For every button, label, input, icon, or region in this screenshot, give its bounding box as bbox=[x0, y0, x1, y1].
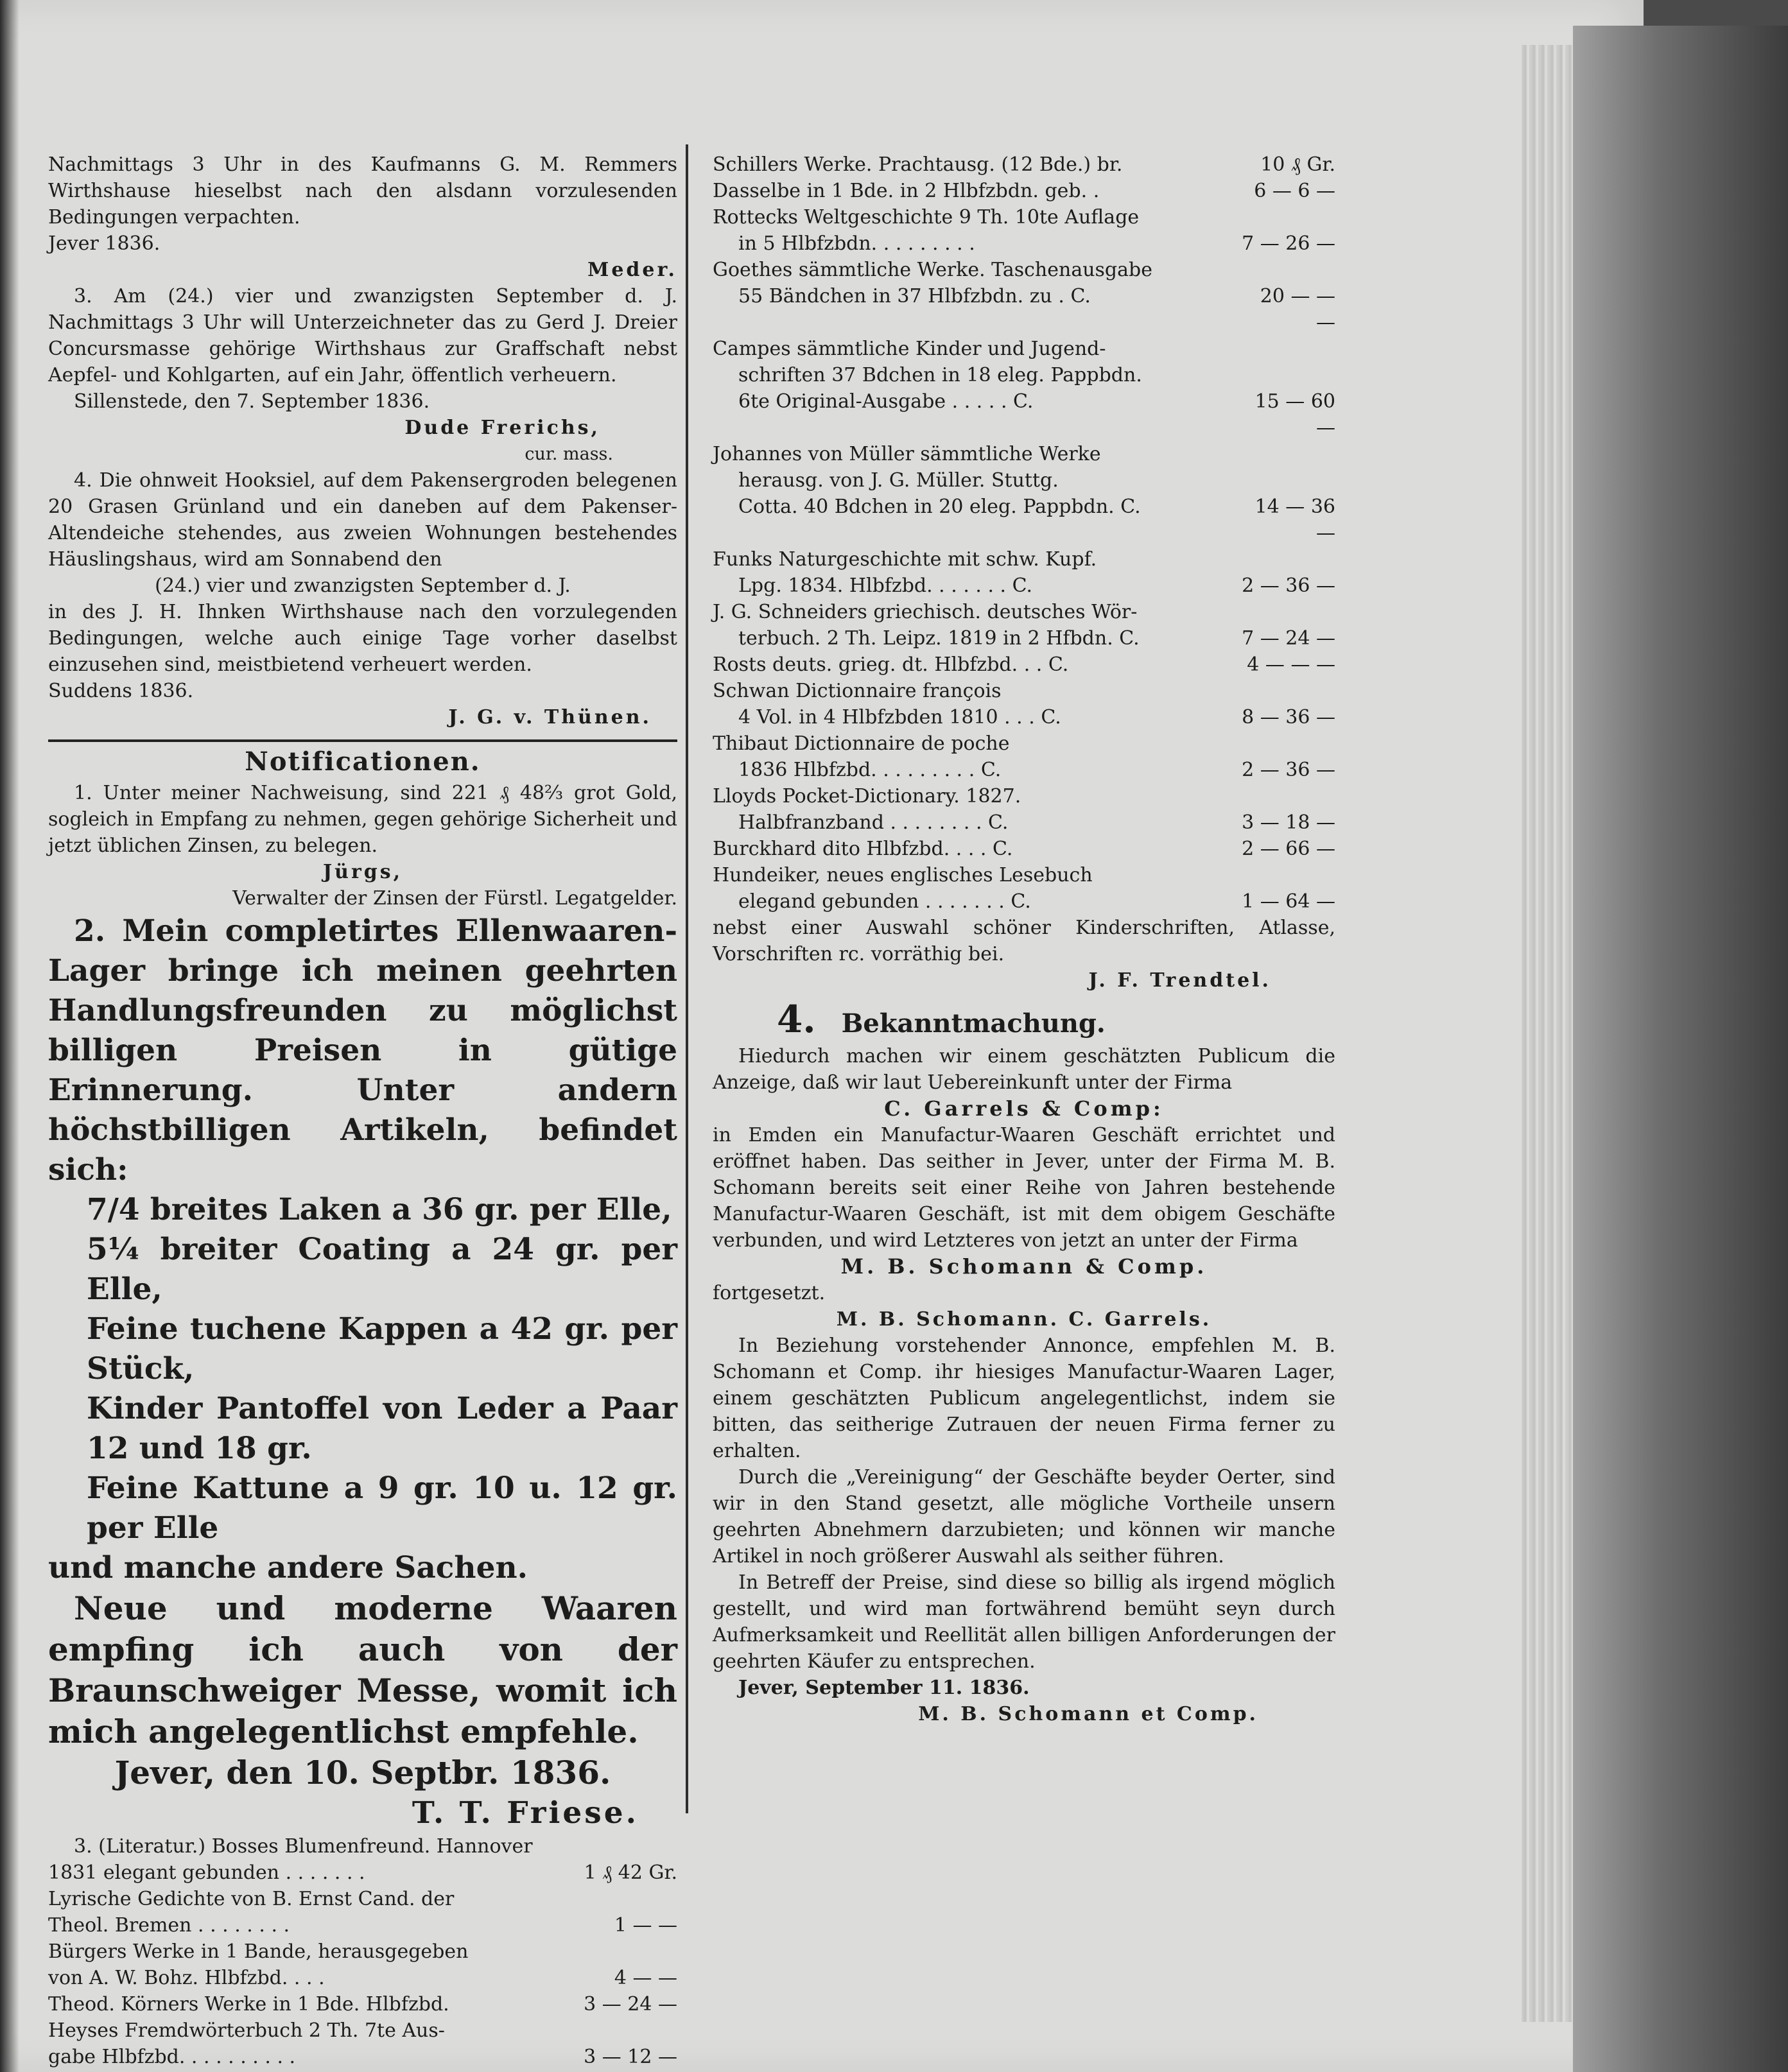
book-price: 1 — — bbox=[614, 1914, 677, 1937]
book-title: Funks Naturgeschichte mit schw. Kupf. bbox=[713, 548, 1097, 571]
notification-2-more: Neue und moderne Waaren empfing ich auch von der Braunschweiger Messe, womit ich mich angelegentlichst empfehle. bbox=[48, 1589, 677, 1750]
notice-place: Jever 1836. bbox=[48, 232, 161, 255]
notice-3: 3. Am (24.) vier und zwanzigsten September d. J. Nachmittags 3 Uhr will Unterzeichneter das zu Gerd J. Dreier Concursmasse gehörige Wirthshaus zur Graffschaft nebst Aepfel- und Kohlgarten, auf ein Jahr, öffentlich verheuern. bbox=[48, 285, 677, 386]
book-row bbox=[713, 625, 1335, 652]
book-title: Schwan Dictionnaire françois bbox=[713, 680, 1002, 702]
book-row bbox=[713, 178, 1335, 204]
book-title: Campes sämmtliche Kinder und Jugend- bbox=[713, 338, 1106, 360]
book-title: 1831 elegant gebunden . . . . . . . bbox=[48, 1861, 365, 1884]
book-list-right bbox=[713, 151, 1335, 915]
notification-2-signature: T. T. Friese. bbox=[412, 1795, 639, 1831]
book-title: J. G. Schneiders griechisch. deutsches Wör- bbox=[713, 601, 1138, 623]
book-price: 3 — 18 — bbox=[1242, 811, 1335, 834]
book-title: Theol. Bremen . . . . . . . . bbox=[48, 1914, 290, 1937]
column-divider bbox=[686, 144, 688, 1813]
book-row bbox=[48, 2044, 677, 2070]
book-row bbox=[713, 862, 1335, 888]
book-row bbox=[713, 599, 1335, 625]
notification-2-place: Jever, den 10. Septbr. 1836. bbox=[114, 1754, 611, 1791]
book-row bbox=[713, 388, 1335, 441]
notice-4-body: in des J. H. Ihnken Wirthshause nach den vorzulegenden Bedingungen, welche auch einige Tage vorher daselbst einzusehen sind, meistbietend verheuert werden. bbox=[48, 601, 677, 676]
book-price: 4 — — — bbox=[1247, 653, 1335, 676]
book-row bbox=[48, 1886, 677, 1912]
book-row bbox=[48, 1938, 677, 1965]
book-title: Lyrische Gedichte von B. Ernst Cand. der bbox=[48, 1888, 455, 1910]
item-pantoffel: Kinder Pantoffel von Leder a Paar 12 und 18 gr. bbox=[87, 1391, 677, 1466]
item-kattune: Feine Kattune a 9 gr. 10 u. 12 gr. per Elle bbox=[87, 1471, 677, 1546]
book-title: Heyses Fremdwörterbuch 2 Th. 7te Aus- bbox=[48, 2019, 445, 2042]
book-row bbox=[713, 283, 1335, 336]
book-row bbox=[48, 1965, 677, 1991]
notification-2-items bbox=[48, 1190, 677, 1588]
book-title: Thibaut Dictionnaire de poche bbox=[713, 732, 1010, 755]
book-row bbox=[713, 783, 1335, 809]
book-title: Bürgers Werke in 1 Bande, herausgegeben bbox=[48, 1940, 469, 1963]
notification-1: 1. Unter meiner Nachweisung, sind 221 ₰ 48⅔ grot Gold, sogleich in Empfang zu nehmen, gegen gehörige Sicherheit und jetzt üblichen Zinsen, zu belegen. bbox=[48, 782, 677, 857]
book-price: 2 — 36 — bbox=[1242, 574, 1335, 597]
book-price: 6 — 6 — bbox=[1254, 180, 1335, 202]
book-cover bbox=[1573, 26, 1788, 2072]
book-title: 55 Bändchen in 37 Hlbfzbdn. zu . C. bbox=[738, 285, 1091, 307]
book-price: 20 — — — bbox=[1260, 285, 1335, 334]
notification-1-title: Verwalter der Zinsen der Fürstl. Legatgelder. bbox=[232, 887, 677, 910]
book-title: Lpg. 1834. Hlbfzbd. . . . . . . C. bbox=[738, 574, 1033, 597]
book-price: 8 — 36 — bbox=[1242, 706, 1335, 729]
book-price: 14 — 36 — bbox=[1254, 496, 1335, 544]
book-row bbox=[713, 704, 1335, 730]
books-signature: J. F. Trendtel. bbox=[1088, 969, 1271, 992]
item-sachen: und manche andere Sachen. bbox=[48, 1550, 528, 1585]
left-column bbox=[48, 151, 677, 2070]
book-price: 7 — 26 — bbox=[1242, 232, 1335, 255]
announcement-recommendation: In Beziehung vorstehender Annonce, empfehlen M. B. Schomann et Comp. ihr hiesiges Manufactur-Waaren Lager, einem geschätzten Publicum angelegentlichst, indem sie bitten, das seitherige Zutrauen der neuen Firma ferner zu erhalten. bbox=[713, 1334, 1335, 1462]
announcement-union: Durch die „Vereinigung“ der Geschäfte beyder Oerter, sind wir in den Stand gesetzt, alle mögliche Vortheile unsern geehrten Abnehmern darzubieten; und können wir manche Artikel in noch größerer Auswahl als seither führen. bbox=[713, 1466, 1335, 1567]
notification-2: 2. Mein completirtes Ellenwaaren-Lager bringe ich meinen geehrten Handlungsfreunden zu möglichst billigen Preisen in gütige Erinnerung. Unter andern höchstbilligen Artikeln, befindet sich: bbox=[48, 913, 677, 1187]
book-price: 10 ₰ Gr. bbox=[1260, 153, 1335, 176]
book-row bbox=[713, 362, 1335, 388]
book-row bbox=[48, 1912, 677, 1938]
book-row bbox=[713, 836, 1335, 862]
book-title: gabe Hlbfzbd. . . . . . . . . . bbox=[48, 2046, 296, 2068]
notice-4-date: (24.) vier und zwanzigsten September d. J. bbox=[155, 574, 571, 597]
notice-3-signature-title: cur. mass. bbox=[525, 444, 613, 464]
book-row bbox=[48, 2017, 677, 2044]
book-price: 2 — 36 — bbox=[1242, 759, 1335, 781]
book-title: Goethes sämmtliche Werke. Taschenausgabe bbox=[713, 259, 1152, 281]
book-row bbox=[713, 441, 1335, 467]
book-row bbox=[713, 467, 1335, 494]
book-row bbox=[713, 151, 1335, 178]
book-title: 6te Original-Ausgabe . . . . . C. bbox=[738, 390, 1034, 413]
book-title: Hundeiker, neues englisches Lesebuch bbox=[713, 864, 1093, 886]
announcement-final-signature: M. B. Schomann et Comp. bbox=[918, 1703, 1258, 1725]
book-row bbox=[713, 257, 1335, 283]
book-row bbox=[713, 730, 1335, 757]
firm-garrels: C. Garrels & Comp: bbox=[884, 1096, 1164, 1121]
book-title: 1836 Hlbfzbd. . . . . . . . . C. bbox=[738, 759, 1002, 781]
firm-schomann: M. B. Schomann & Comp. bbox=[840, 1254, 1208, 1279]
book-row bbox=[48, 1991, 677, 2017]
bekanntmachung-heading bbox=[713, 997, 1335, 1041]
book-title: von A. W. Bohz. Hlbfzbd. . . . bbox=[48, 1967, 325, 1989]
book-row bbox=[713, 888, 1335, 915]
book-row bbox=[713, 230, 1335, 257]
book-title: Rosts deuts. grieg. dt. Hlbfzbd. . . C. bbox=[713, 653, 1069, 676]
section-number: 4. bbox=[777, 997, 816, 1041]
book-title: Lloyds Pocket-Dictionary. 1827. bbox=[713, 785, 1021, 807]
book-row bbox=[713, 678, 1335, 704]
book-title: Johannes von Müller sämmtliche Werke bbox=[713, 443, 1101, 465]
book-row bbox=[48, 1860, 677, 1886]
notice-4-place: Suddens 1836. bbox=[48, 680, 194, 702]
book-title: Theod. Körners Werke in 1 Bde. Hlbfzbd. bbox=[48, 1993, 449, 2016]
book-title: Burckhard dito Hlbfzbd. . . . C. bbox=[713, 838, 1013, 860]
notice-3-place: Sillenstede, den 7. September 1836. bbox=[74, 390, 430, 413]
notice-lease: Nachmittags 3 Uhr in des Kaufmanns G. M. Remmers Wirthshause hieselbst nach den alsdann vorzulesenden Bedingungen verpachten. bbox=[48, 153, 677, 229]
book-title: Rottecks Weltgeschichte 9 Th. 10te Auflage bbox=[713, 206, 1140, 229]
announcement-continued: fortgesetzt. bbox=[713, 1282, 826, 1304]
announcement-signatures: M. B. Schomann. C. Garrels. bbox=[836, 1308, 1212, 1331]
announcement-place: Jever, September 11. 1836. bbox=[738, 1677, 1030, 1699]
book-row bbox=[713, 809, 1335, 836]
book-title: in 5 Hlbfzbdn. . . . . . . . . bbox=[738, 232, 975, 255]
book-row bbox=[713, 336, 1335, 362]
item-coating: 5¼ breiter Coating a 24 gr. per Elle, bbox=[87, 1232, 677, 1307]
book-title: Schillers Werke. Prachtausg. (12 Bde.) br. bbox=[713, 153, 1123, 176]
book-price: 4 — — bbox=[614, 1967, 677, 1989]
book-price: 7 — 24 — bbox=[1242, 627, 1335, 650]
book-price: 2 — 66 — bbox=[1242, 838, 1335, 860]
book-price: 15 — 60 — bbox=[1254, 390, 1335, 439]
section-title: Bekanntmachung. bbox=[841, 1008, 1106, 1039]
book-row bbox=[713, 573, 1335, 599]
announcement-body: in Emden ein Manufactur-Waaren Geschäft errichtet und eröffnet haben. Das seither in Jever, unter der Firma M. B. Schomann bereits seit einer Reihe von Jahren bestehende Manufactur-Waaren Geschäft, ist mit dem obigem Geschäfte verbunden, und wird Letzteres von jetzt an unter der Firma bbox=[713, 1124, 1335, 1252]
book-row bbox=[713, 204, 1335, 230]
book-title: schriften 37 Bdchen in 18 eleg. Pappbdn. bbox=[738, 364, 1142, 386]
book-title: 4 Vol. in 4 Hlbfzbden 1810 . . . C. bbox=[738, 706, 1061, 729]
book-title: Cotta. 40 Bdchen in 20 eleg. Pappbdn. C. bbox=[738, 496, 1141, 518]
item-laken: 7/4 breites Laken a 36 gr. per Elle, bbox=[87, 1192, 672, 1227]
book-row bbox=[713, 757, 1335, 783]
announcement-prices: In Betreff der Preise, sind diese so billig als irgend möglich gestellt, und wird man fortwährend bemüht seyn durch Aufmerksamkeit und Reellität allen billigen Anforderungen der geehrten Käufer zu entsprechen. bbox=[713, 1571, 1335, 1673]
book-price: 1 — 64 — bbox=[1242, 890, 1335, 913]
section-rule bbox=[48, 739, 677, 742]
book-title: herausg. von J. G. Müller. Stuttg. bbox=[738, 469, 1059, 492]
book-price: 3 — 12 — bbox=[584, 2046, 677, 2068]
books-tail: nebst einer Auswahl schöner Kinderschriften, Atlasse, Vorschriften rc. vorräthig bei. bbox=[713, 917, 1335, 965]
book-row bbox=[713, 652, 1335, 678]
right-column bbox=[713, 151, 1335, 1727]
notice-4: 4. Die ohnweit Hooksiel, auf dem Pakensergroden belegenen 20 Grasen Grünland und ein daneben auf dem Pakenser-Altendeiche stehendes, aus zweien Wohnungen bestehendes Häuslingshaus, wird am Sonnabend den bbox=[48, 469, 677, 571]
notice-4-signature: J. G. v. Thünen. bbox=[448, 706, 652, 729]
item-kappen: Feine tuchene Kappen a 42 gr. per Stück, bbox=[87, 1311, 677, 1386]
spine-shadow bbox=[0, 0, 19, 2072]
book-row bbox=[713, 546, 1335, 573]
notice-3-signature: Dude Frerichs, bbox=[404, 417, 600, 439]
notification-1-signature: Jürgs, bbox=[322, 861, 403, 883]
book-title: terbuch. 2 Th. Leipz. 1819 in 2 Hfbdn. C. bbox=[738, 627, 1140, 650]
notification-3-intro: 3. (Literatur.) Bosses Blumenfreund. Hannover bbox=[74, 1835, 533, 1858]
book-title: Dasselbe in 1 Bde. in 2 Hlbfzbdn. geb. . bbox=[713, 180, 1100, 202]
notificationen-heading: Notificationen. bbox=[245, 747, 481, 777]
book-row bbox=[713, 494, 1335, 546]
book-price: 1 ₰ 42 Gr. bbox=[584, 1861, 677, 1884]
book-price: 3 — 24 — bbox=[584, 1993, 677, 2016]
announcement-intro: Hiedurch machen wir einem geschätzten Publicum die Anzeige, daß wir laut Uebereinkunft unter der Firma bbox=[713, 1045, 1335, 1094]
book-title: elegand gebunden . . . . . . . C. bbox=[738, 890, 1031, 913]
book-title: Halbfranzband . . . . . . . . C. bbox=[738, 811, 1009, 834]
notice-signature: Meder. bbox=[587, 259, 677, 281]
book-list-left bbox=[48, 1860, 677, 2070]
